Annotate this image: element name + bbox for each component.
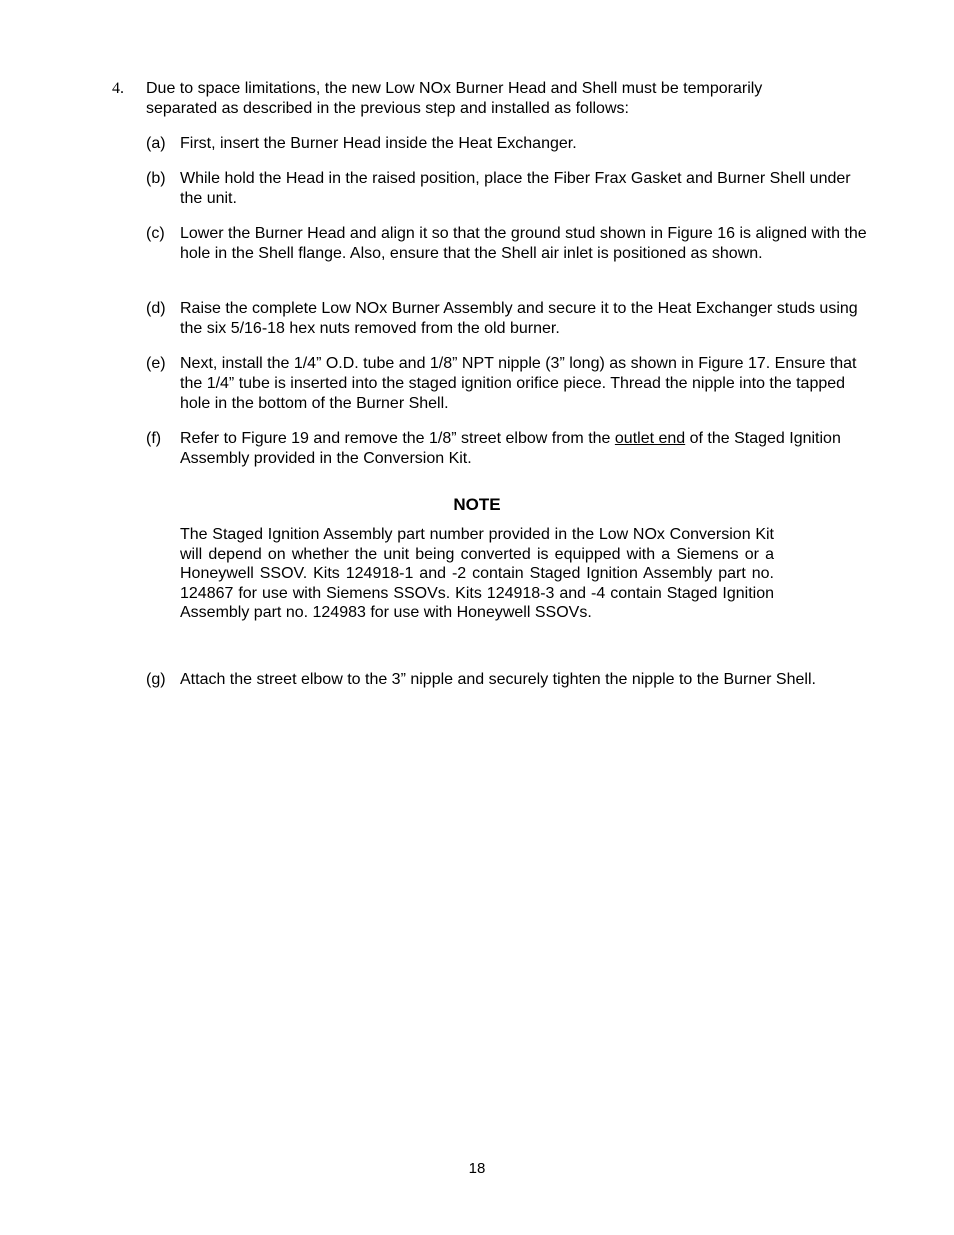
substep-letter: (a) xyxy=(146,135,166,152)
note-heading: NOTE xyxy=(453,495,501,514)
substep-letter: (f) xyxy=(146,430,162,447)
substep-text: Next, install the 1/4” O.D. tube and 1/8” NPT nipple (3” long) as shown in Figure 17. Ensure that the 1/4” tube is inserted into the staged ignition orifice piece. Thread the nipple into the tapped hole in the bottom of the Burner Shell. xyxy=(180,355,857,412)
substep-letter: (d) xyxy=(146,300,166,317)
substep-text: Attach the street elbow to the 3” nipple and securely tighten the nipple to the Burner Shell. xyxy=(180,671,816,688)
substep-letter: (c) xyxy=(146,225,165,242)
substep-text: Lower the Burner Head and align it so that the ground stud shown in Figure 16 is aligned with the hole in the Shell flange. Also, ensure that the Shell air inlet is positioned as shown. xyxy=(180,225,867,262)
substep-text-part: Refer to Figure 19 and remove the 1/8” street elbow from the xyxy=(180,430,615,447)
substep-letter: (b) xyxy=(146,170,166,187)
substep-letter: (e) xyxy=(146,355,166,372)
outlet-end-underlined-text: outlet end xyxy=(614,430,686,447)
step-number: 4. xyxy=(112,80,124,97)
substep-text: Raise the complete Low NOx Burner Assembly and secure it to the Heat Exchanger studs using the six 5/16-18 hex nuts removed from the old burner. xyxy=(180,300,858,337)
substep-text-part: of the Staged Ignition Assembly provided in the Conversion Kit. xyxy=(180,430,841,467)
substep-text: First, insert the Burner Head inside the Heat Exchanger. xyxy=(180,135,577,152)
substep-text: While hold the Head in the raised position, place the Fiber Frax Gasket and Burner Shell under the unit. xyxy=(180,170,851,207)
page-number: 18 xyxy=(468,1160,486,1177)
note-body: The Staged Ignition Assembly part number provided in the Low NOx Conversion Kit will depend on whether the unit being converted is equipped with a Siemens or a Honeywell SSOV. Kits 124918-1 and -2 contain Staged Ignition Assembly part no. 124867 for use with Siemens SSOVs. Kits 124918-3 and -4 contain Staged Ignition Assembly part no. 124983 for use with Honeywell SSOVs. xyxy=(180,526,774,622)
step-intro-text: Due to space limitations, the new Low NOx Burner Head and Shell must be temporarily separated as described in the previous step and installed as follows: xyxy=(146,80,763,117)
substep-text xyxy=(180,429,870,469)
substep-letter: (g) xyxy=(146,671,166,688)
